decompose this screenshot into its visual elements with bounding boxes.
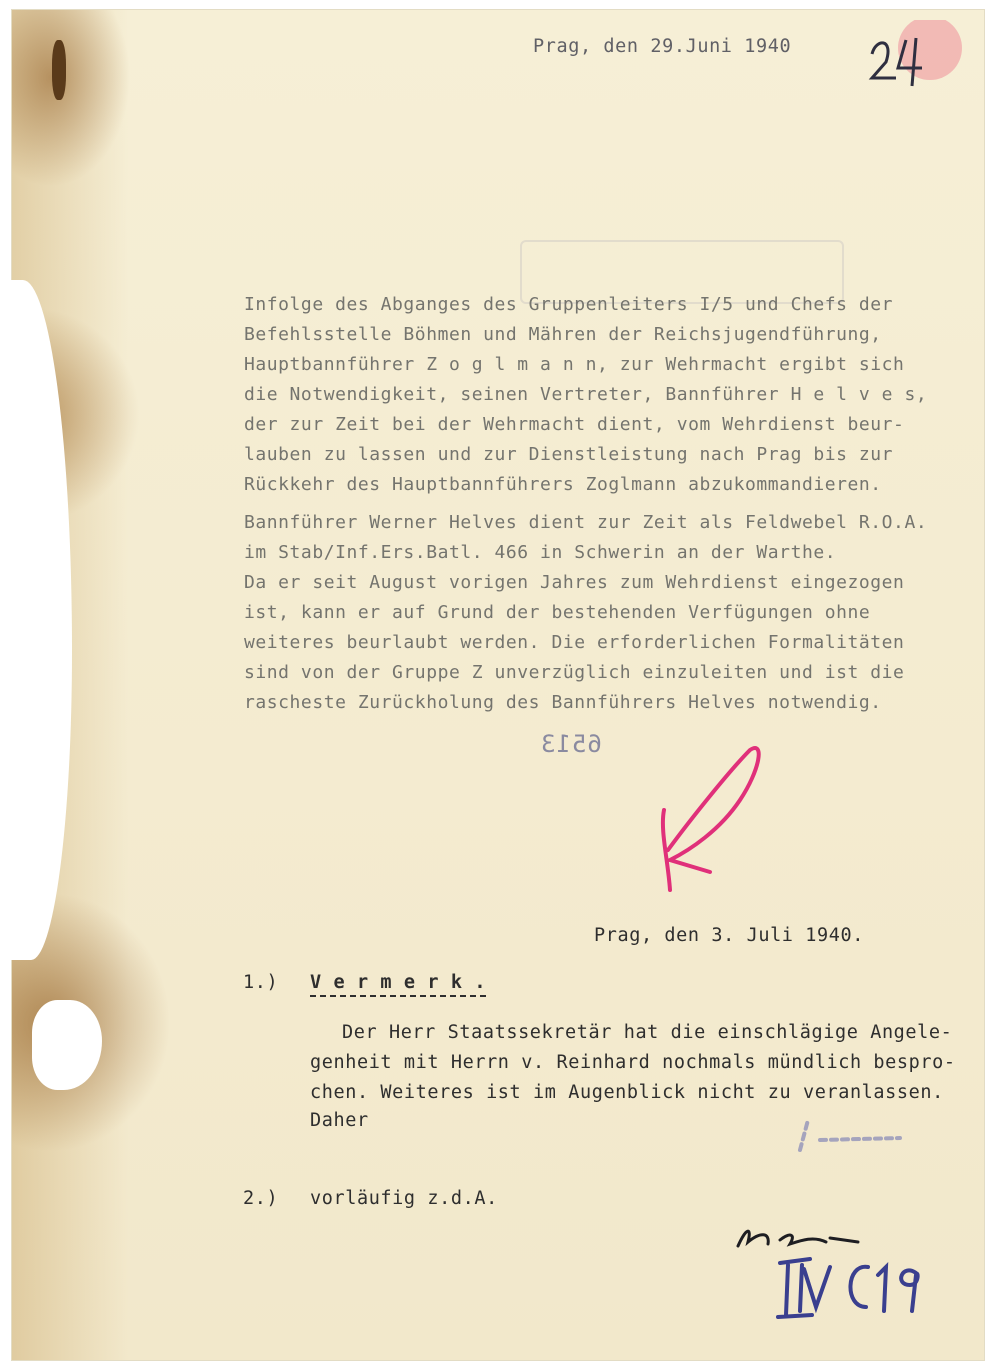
- item2-text: vorläufig z.d.A.: [310, 1188, 498, 1209]
- burn-hole-top: [52, 40, 66, 100]
- letter-line: Rückkehr des Hauptbannführers Zoglmann abzukommandieren.: [244, 474, 882, 495]
- letter-line: Befehlsstelle Böhmen und Mähren der Reichsjugendführung,: [244, 324, 882, 345]
- letter-line: Da er seit August vorigen Jahres zum Wehrdienst eingezogen: [244, 572, 905, 593]
- item2-number: 2.): [243, 1188, 279, 1209]
- letter-line: der zur Zeit bei der Wehrmacht dient, vom Wehrdienst beur-: [244, 414, 905, 435]
- filing-mark: [770, 1245, 930, 1325]
- folio-number: [860, 20, 970, 90]
- item1-line: Daher: [310, 1110, 369, 1131]
- pink-signature-mark: [630, 740, 780, 900]
- item1-line: Der Herr Staatssekretär hat die einschlägige Angele-: [342, 1022, 953, 1043]
- letter-line: lauben zu lassen und zur Dienstleistung nach Prag bis zur: [244, 444, 894, 465]
- item1-line: genheit mit Herrn v. Reinhard nochmals mündlich bespro-: [310, 1052, 956, 1073]
- letter-line: weiteres beurlaubt werden. Die erforderlichen Formalitäten: [244, 632, 905, 653]
- letter-line: die Notwendigkeit, seinen Vertreter, Bannführer H e l v e s,: [244, 384, 928, 405]
- burn-hole-middle: [0, 280, 72, 960]
- letter-line: Hauptbannführer Z o g l m a n n, zur Wehrmacht ergibt sich: [244, 354, 905, 375]
- stamp-number: 6513: [540, 730, 602, 758]
- note-date: Prag, den 3. Juli 1940.: [594, 925, 864, 946]
- header-date: Prag, den 29.Juni 1940: [533, 36, 792, 57]
- title-underline: [310, 995, 486, 997]
- item1-line: chen. Weiteres ist im Augenblick nicht zu veranlassen.: [310, 1082, 944, 1103]
- letter-line: Bannführer Werner Helves dient zur Zeit als Feldwebel R.O.A.: [244, 512, 928, 533]
- burn-hole-lower: [32, 1000, 102, 1090]
- letter-line: rascheste Zurückholung des Bannführers Helves notwendig.: [244, 692, 882, 713]
- blue-pencil-scribble: [780, 1090, 920, 1170]
- item1-title: V e r m e r k .: [310, 972, 487, 993]
- letter-line: Infolge des Abganges des Gruppenleiters I/5 und Chefs der: [244, 294, 894, 315]
- item1-number: 1.): [243, 972, 279, 993]
- letter-line: ist, kann er auf Grund der bestehenden Verfügungen ohne: [244, 602, 871, 623]
- letter-line: im Stab/Inf.Ers.Batl. 466 in Schwerin an der Warthe.: [244, 542, 837, 563]
- letter-line: sind von der Gruppe Z unverzüglich einzuleiten und ist die: [244, 662, 905, 683]
